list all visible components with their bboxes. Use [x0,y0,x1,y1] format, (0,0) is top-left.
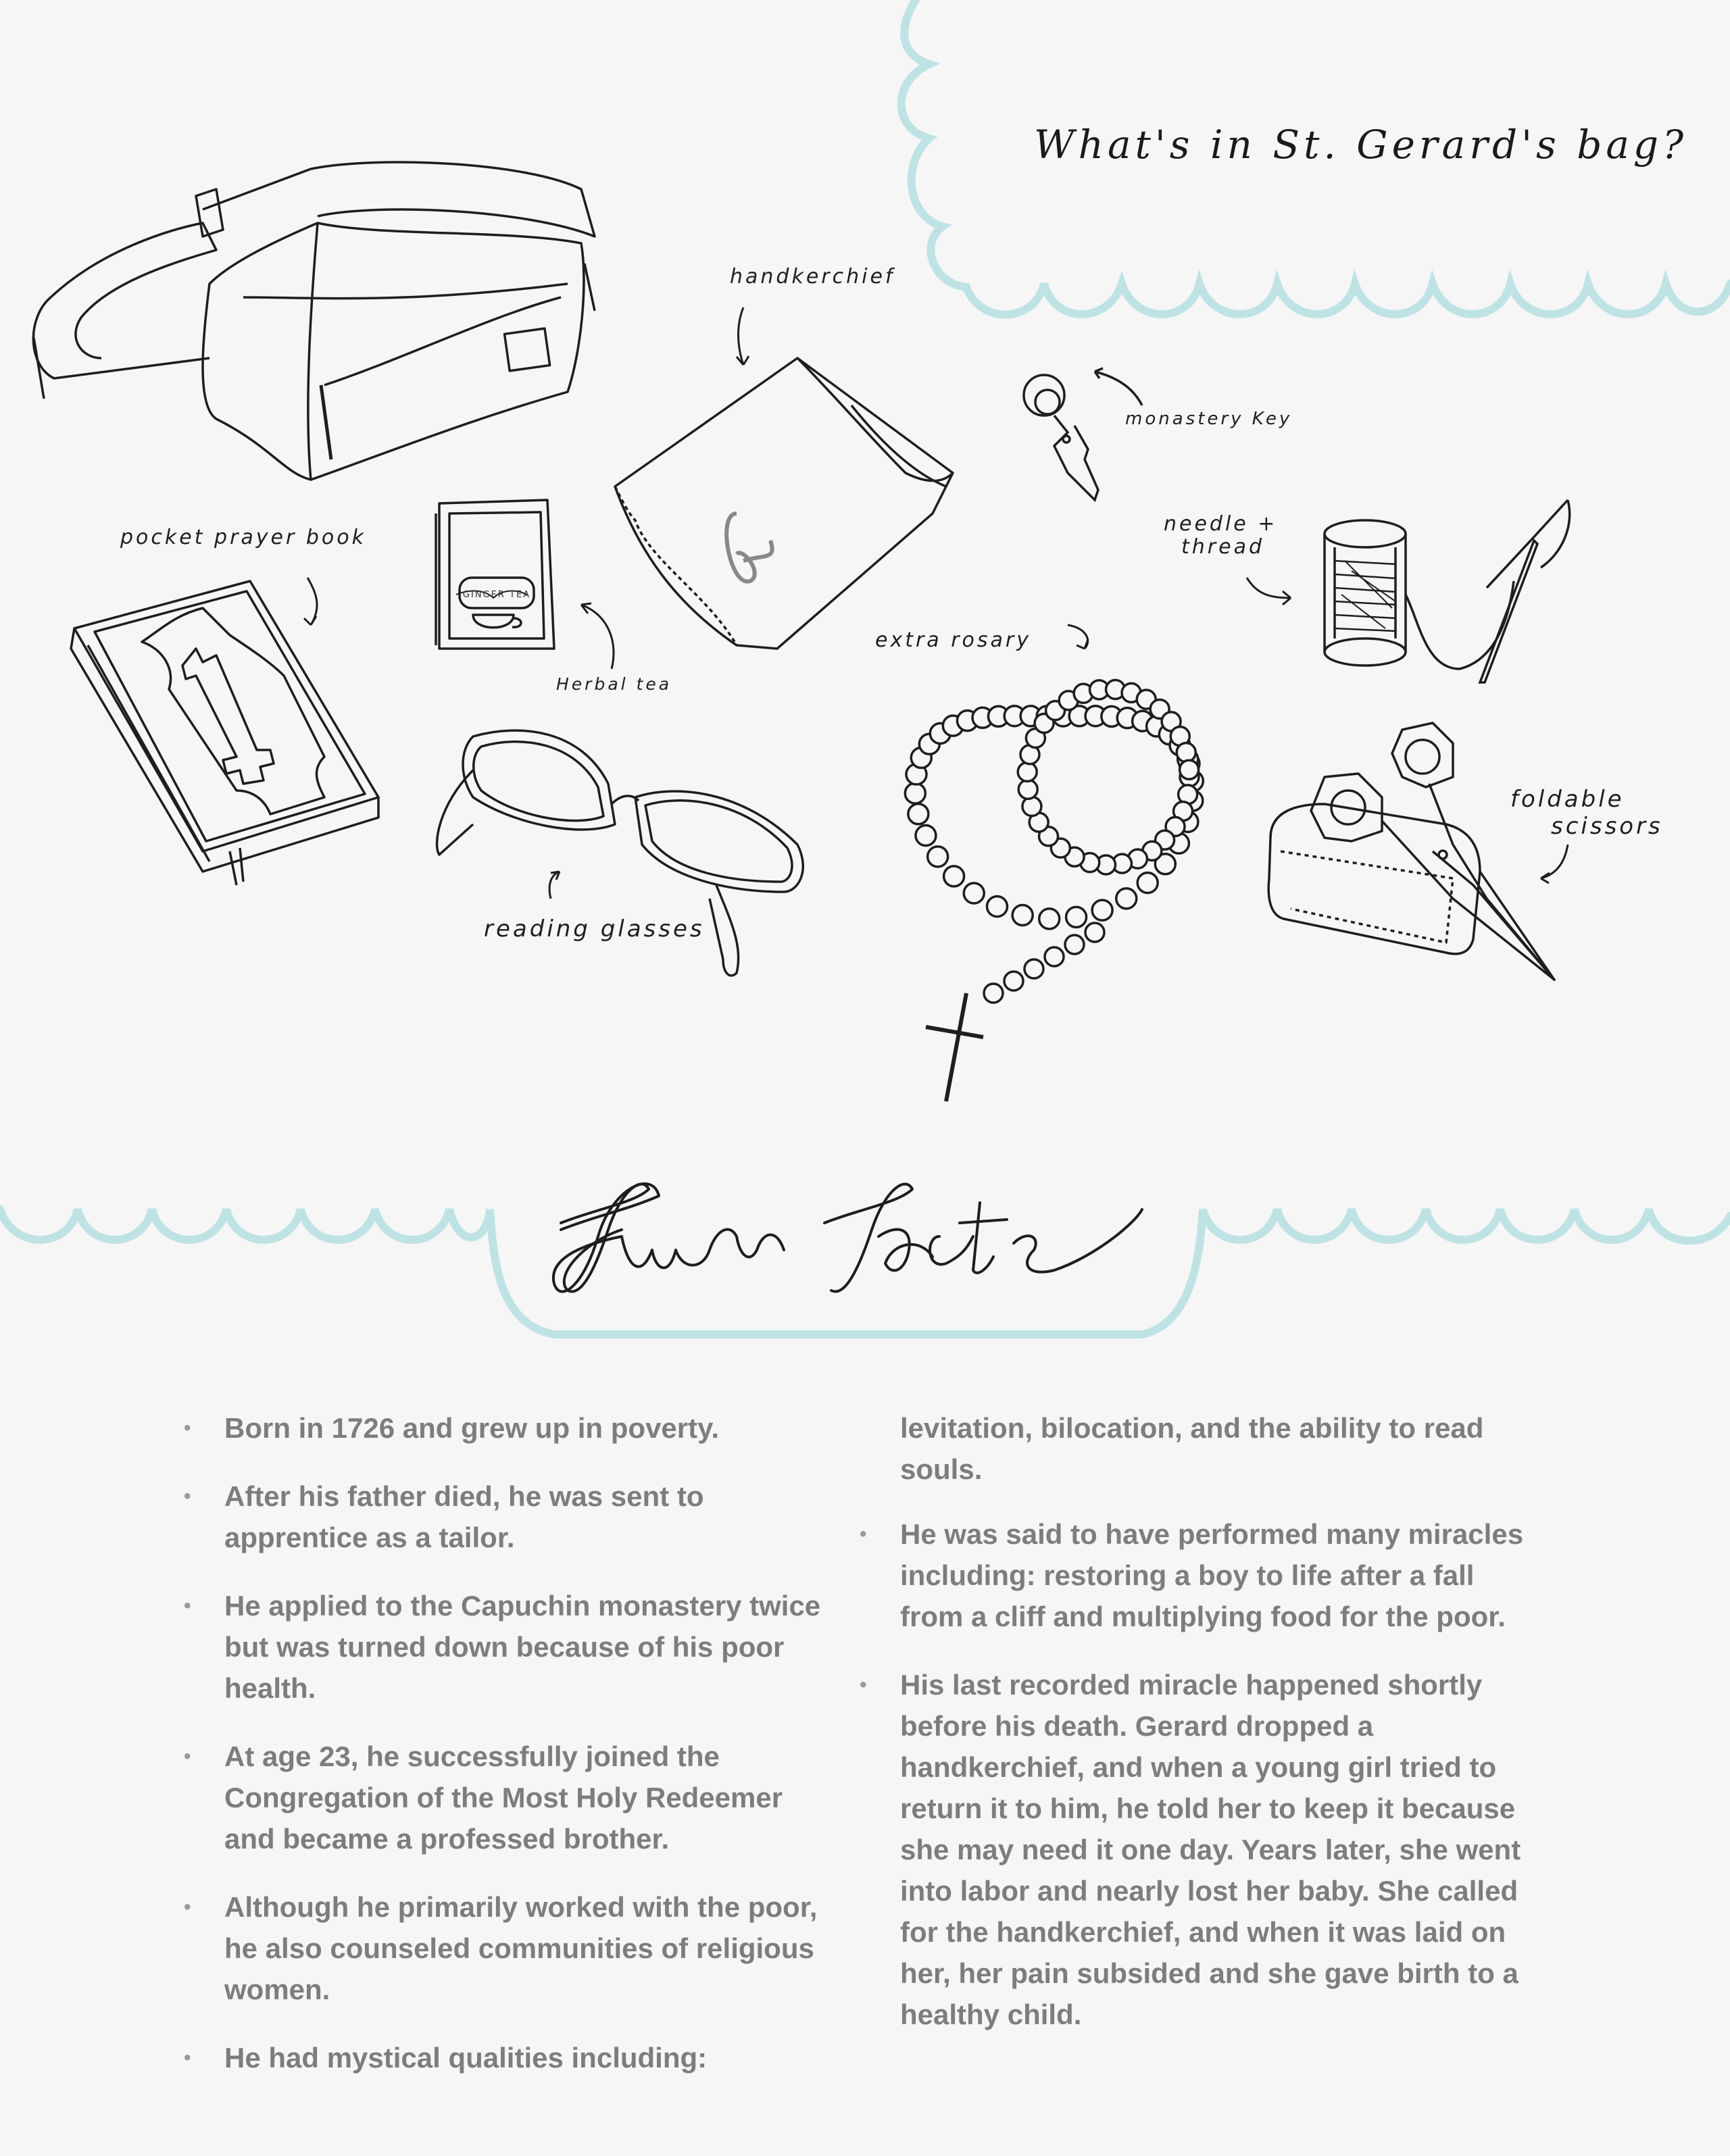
label-extra-rosary: extra rosary [875,628,1032,652]
fanny-pack-drawing [33,162,595,480]
bullet-icon: • [860,1523,867,1545]
facts-left-list [184,1407,833,2078]
fact-continuation: levitation, bilocation, and the ability to read souls. [900,1412,1484,1485]
fact-item [860,1664,1542,2035]
bullet-icon: • [184,1595,191,1617]
label-scissors: scissors [1551,813,1663,840]
bullet-icon: • [860,1674,867,1696]
label-herbal-tea: Herbal tea [556,674,672,694]
label-needle-thread-1: needle + [1164,512,1278,536]
fact-item [184,2037,833,2078]
label-foldable: foldable [1510,786,1625,813]
tea-box-label: GINGER TEA [462,590,531,600]
bullet-icon: • [184,2047,191,2069]
rosary-drawing [905,680,1203,1101]
facts-right-list [860,1513,1542,2035]
fact-text: He applied to the Capuchin monastery twice but was turned down because of his poor health. [224,1590,821,1704]
label-handkerchief: handkerchief [730,265,895,289]
fact-text: He had mystical qualities including: [224,2042,708,2074]
spool-drawing [1325,500,1570,682]
label-pocket-prayer-book: pocket prayer book [120,526,366,549]
bag-question-title: What's in St. Gerard's bag? [1034,122,1688,168]
fact-text: After his father died, he was sent to apprentice as a tailor. [224,1480,704,1553]
fact-item [184,1585,833,1709]
label-monastery-key: monastery Key [1125,409,1293,429]
fact-text: He was said to have performed many miracles including: restoring a boy to life after a fall from a cliff and multiplying food for the poor. [900,1518,1524,1632]
handkerchief-drawing [615,358,953,649]
fact-item [860,1513,1542,1637]
fact-item [184,1476,833,1558]
fact-text: His last recorded miracle happened shortly before his death. Gerard dropped a handkerchief, and when a young girl tried to return it to him, he told her to keep it because she may need it one day. Years later, she went into labor and nearly lost her baby. She called for the handkerchief, and when it was laid on her, her pain subsided and she gave birth to a healthy child. [900,1669,1521,2030]
fact-text: At age 23, he successfully joined the Congregation of the Most Holy Redeemer and became a professed brother. [224,1740,783,1855]
bullet-icon: • [184,1417,191,1439]
bullet-icon: • [184,1485,191,1507]
prayer-book-drawing [71,581,378,885]
bullet-icon: • [184,1896,191,1918]
fact-item [184,1407,833,1449]
monastery-key-drawing [1024,368,1142,500]
label-reading-glasses: reading glasses [484,916,705,943]
fact-text: Born in 1726 and grew up in poverty. [224,1412,720,1444]
tea-box-drawing [436,500,554,649]
mid-scallop-decoration [0,1209,1730,1334]
fun-facts-script-title [553,1184,1142,1291]
label-needle-thread-2: thread [1181,535,1264,559]
bullet-icon: • [184,1745,191,1768]
facts-right-column [860,1407,1542,2062]
facts-left-column [184,1407,833,2105]
fact-item [184,1886,833,2010]
scissors-drawing [1268,723,1554,980]
fact-item [184,1736,833,1859]
fact-text: Although he primarily worked with the poor, he also counseled communities of religious women. [224,1891,818,2005]
